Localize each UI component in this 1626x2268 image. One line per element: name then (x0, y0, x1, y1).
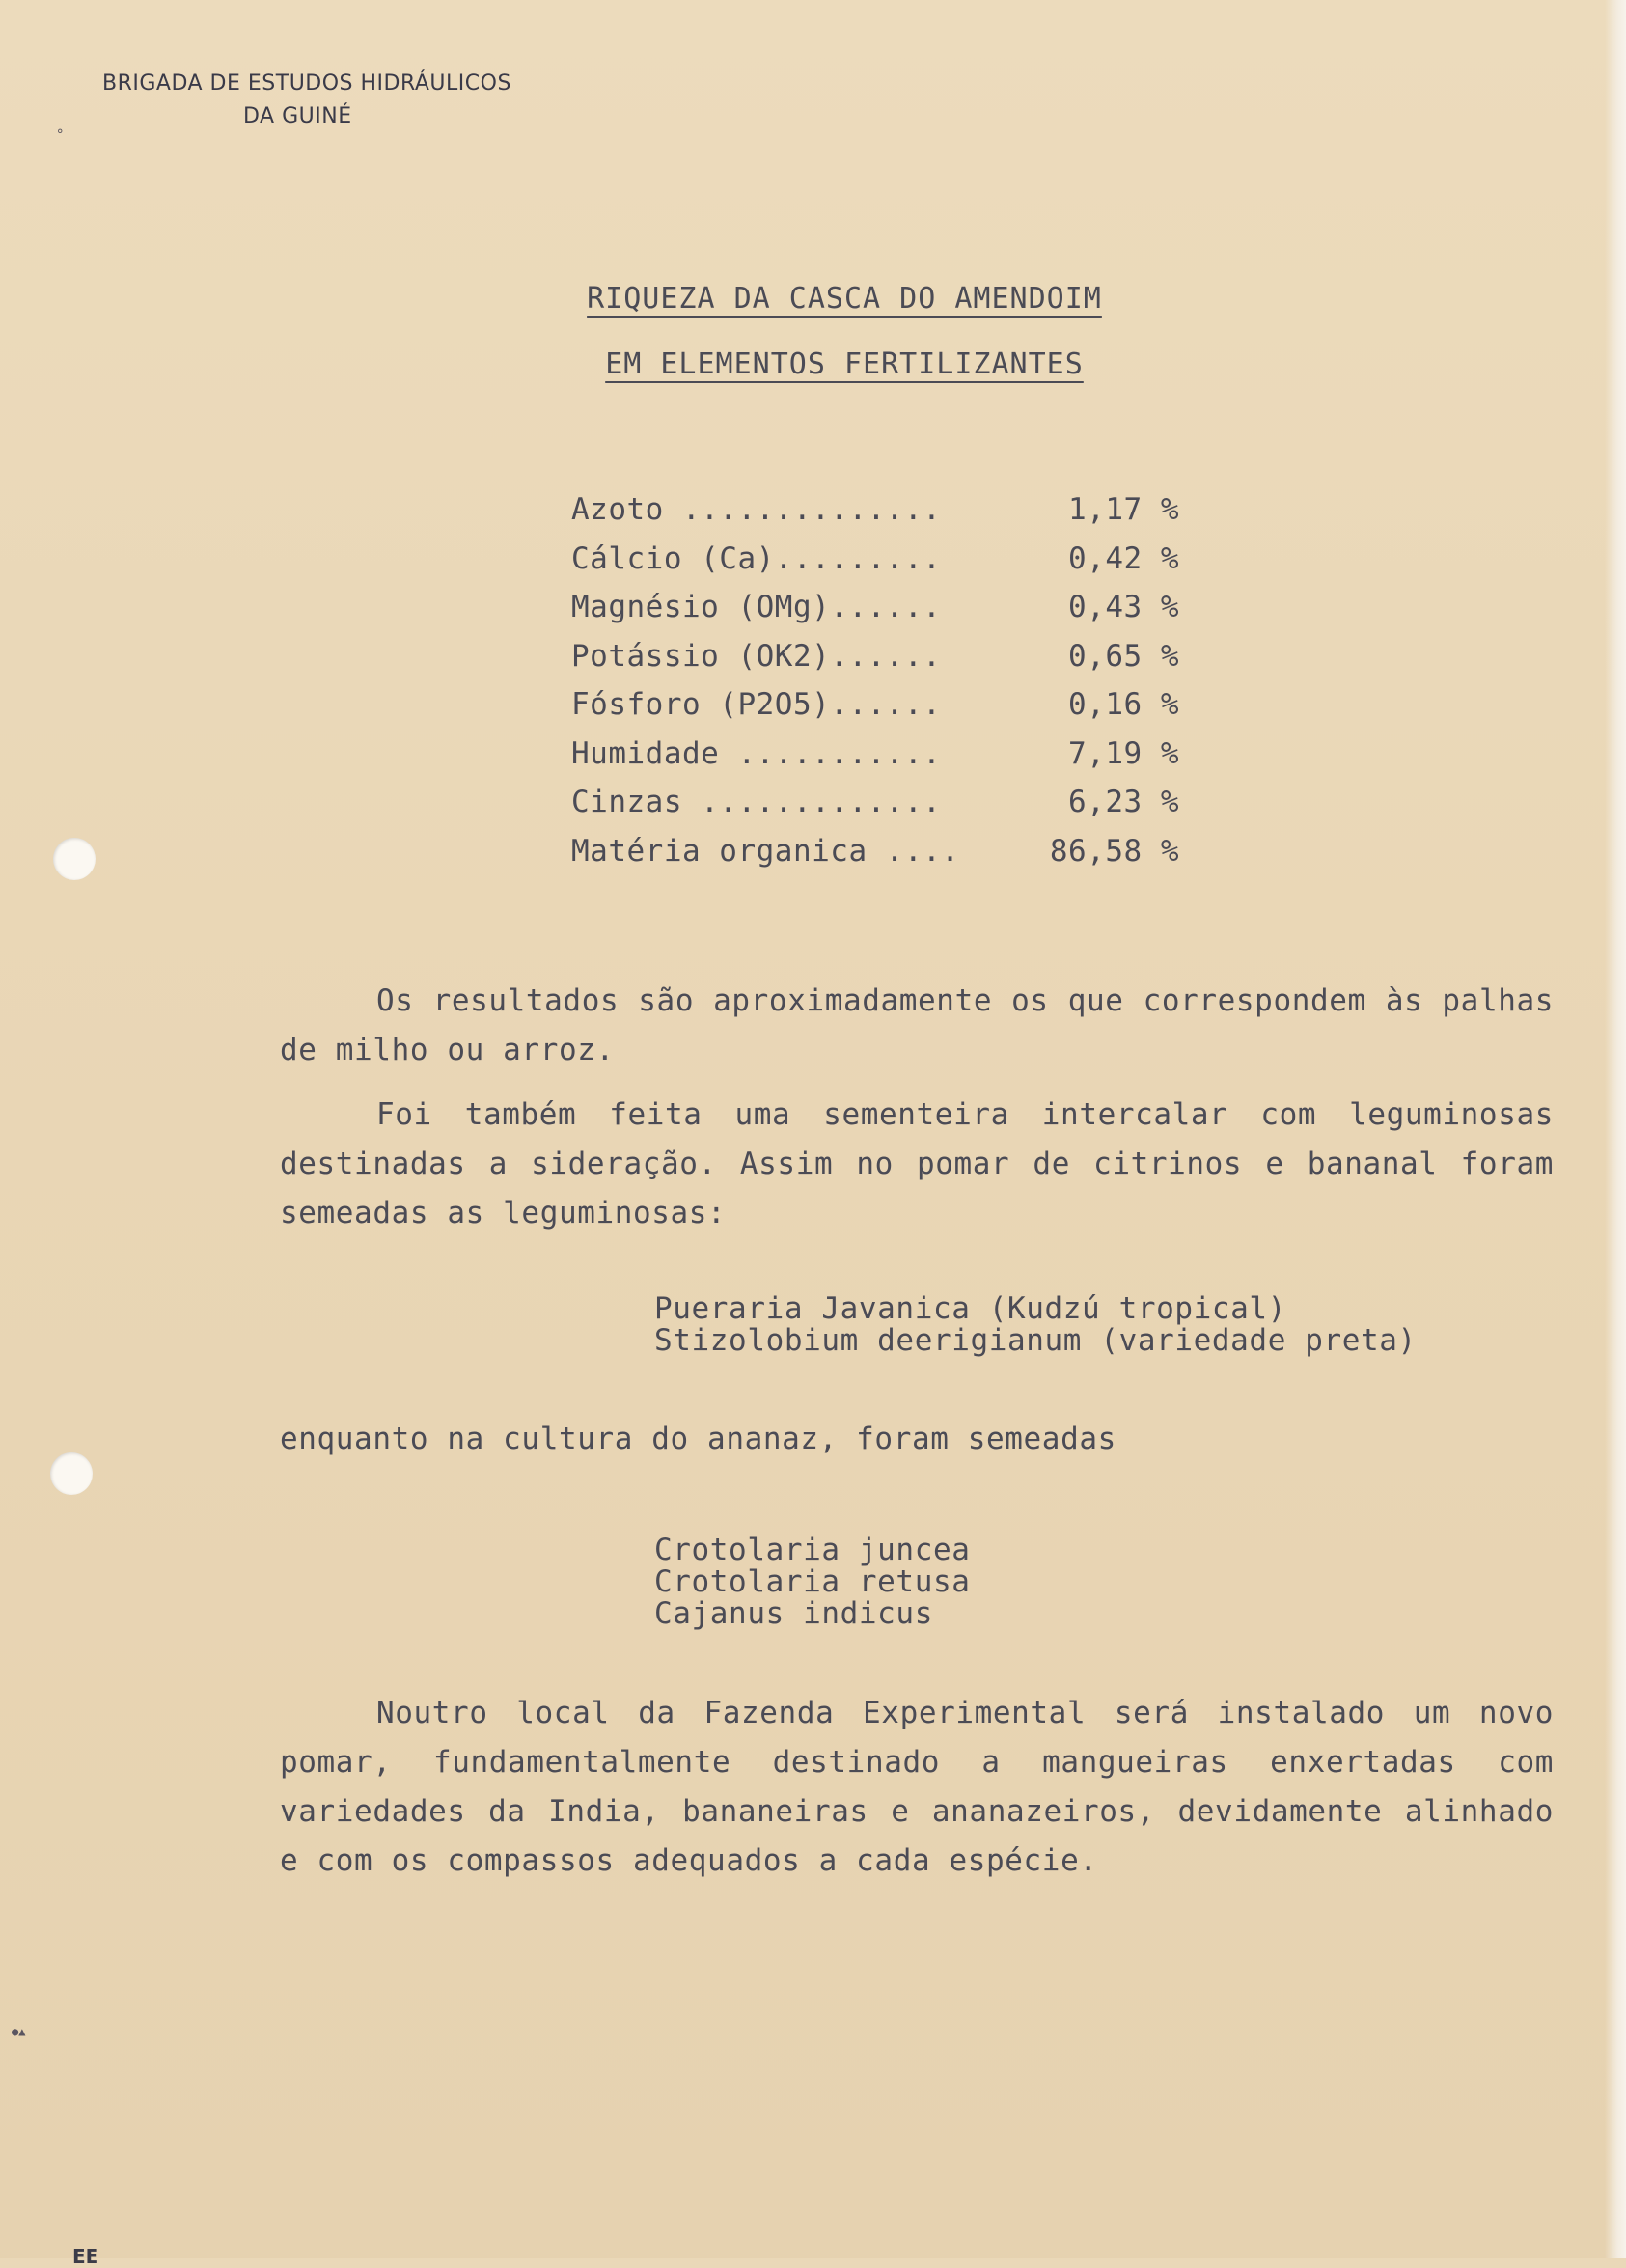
punch-hole-top (53, 838, 96, 880)
species-item: Crotolaria retusa (654, 1564, 971, 1599)
footer-mark: EE (72, 2245, 99, 2268)
paper-speck: ° (56, 127, 65, 143)
title-line-1: RIQUEZA DA CASCA DO AMENDOIM (587, 282, 1102, 316)
element-value: 1,17 % (1068, 492, 1179, 527)
table-row (571, 687, 1179, 736)
punch-hole-bottom (50, 1452, 93, 1495)
species-item: Crotolaria juncea (654, 1533, 971, 1567)
letterhead-line-2: DA GUINÉ (243, 104, 352, 128)
table-row (571, 639, 1179, 688)
element-label: Magnésio (OMg)...... (571, 590, 942, 624)
paragraph-ananaz: enquanto na cultura do ananaz, foram semeadas (280, 1422, 1116, 1456)
element-label: Fósforo (P2O5)...... (571, 687, 942, 722)
element-label: Humidade ........... (571, 735, 942, 771)
table-row (571, 834, 1179, 883)
table-row (571, 492, 1179, 541)
table-row (571, 785, 1179, 834)
element-value: 7,19 % (1068, 735, 1179, 771)
table-row (571, 590, 1179, 639)
element-label: Cálcio (Ca)......... (571, 540, 942, 576)
species-list-2 (654, 1535, 970, 1630)
species-item: Cajanus indicus (654, 1596, 933, 1631)
species-item: Stizolobium deerigianum (variedade preta) (654, 1323, 1417, 1358)
element-label: Potássio (OK2)...... (571, 638, 942, 674)
element-label: Cinzas ............. (571, 785, 942, 819)
element-value: 0,43 % (1068, 590, 1179, 624)
letterhead-line-1: BRIGADA DE ESTUDOS HIDRÁULICOS (102, 71, 511, 96)
element-value: 0,16 % (1068, 687, 1179, 722)
element-value: 6,23 % (1068, 785, 1179, 819)
page-edge (1605, 0, 1626, 2258)
letterhead (102, 68, 511, 133)
element-label: Azoto .............. (571, 492, 942, 527)
species-item: Pueraria Javanica (Kudzú tropical) (654, 1291, 1286, 1326)
fertilizer-table (571, 492, 1179, 882)
table-row (571, 736, 1179, 786)
paper-speck: ●▲ (12, 2025, 26, 2038)
element-value: 86,58 % (1049, 833, 1179, 869)
title-line-2: EM ELEMENTOS FERTILIZANTES (605, 347, 1084, 381)
element-label: Matéria organica .... (571, 833, 960, 869)
table-row (571, 541, 1179, 591)
paragraph-results: Os resultados são aproximadamente os que correspondem às palhas de milho ou arroz. (280, 983, 1554, 1067)
element-value: 0,65 % (1068, 638, 1179, 674)
paragraph-sowing: Foi também feita uma sementeira intercalar com leguminosas destinadas a sideração. Assim no pomar de citrinos e bananal foram semeadas as leguminosas: (280, 1097, 1554, 1231)
paragraph-orchard: Noutro local da Fazenda Experimental será instalado um novo pomar, fundamentalmente destinado a mangueiras enxertadas com variedades da India, bananeiras e ananazeiros, devidamente alinhado e com os compassos adequados a cada espécie. (280, 1696, 1554, 1878)
species-list-1 (654, 1293, 1417, 1357)
element-value: 0,42 % (1068, 540, 1179, 576)
